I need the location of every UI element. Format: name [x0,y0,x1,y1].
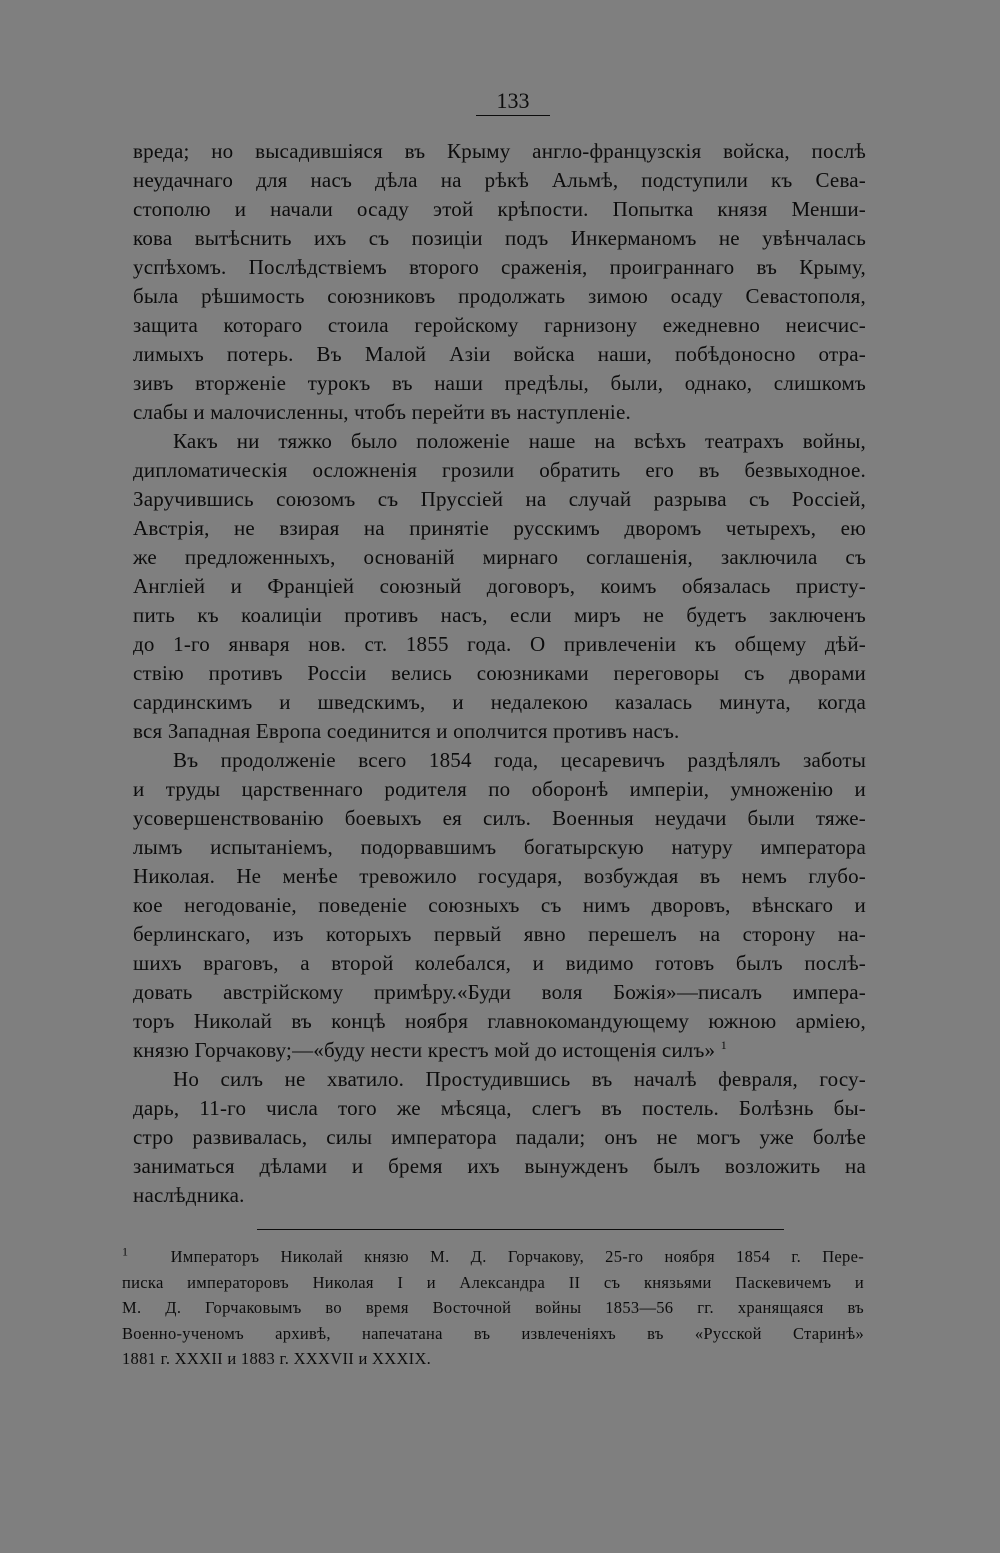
text-line: наслѣдника. [133,1183,245,1207]
text-line: вся Западная Европа соединится и ополчится противъ насъ. [133,719,680,743]
text-line: шихъ враговъ, а второй колебался, и видимо готовъ былъ послѣ- [133,951,866,975]
text-line: неудачнаго для насъ дѣла на рѣкѣ Альмѣ, подступили къ Сева- [133,168,866,192]
text-line: была рѣшимость союзниковъ продолжать зимою осаду Севастополя, [133,284,866,308]
footnote-reference[interactable]: 1 [720,1038,727,1052]
footnote-divider [257,1229,784,1230]
body-text [133,137,866,1210]
text-line: берлинскаго, изъ которыхъ первый явно перешелъ на сторону на- [133,922,866,946]
text-line: защита котораго стоила геройскому гарнизону ежедневно неисчис- [133,313,866,337]
text-line: Въ продолженіе всего 1854 года, цесаревичъ раздѣлялъ заботы [173,748,866,772]
text-line: лимыхъ потерь. Въ Малой Азіи войска наши, побѣдоносно отра- [133,342,866,366]
text-line: дипломатическія осложненія грозили обратить его въ безвыходное. [133,458,866,482]
text-line: пить къ коалиціи противъ насъ, если миръ не будетъ заключенъ [133,603,866,627]
footnote-marker: 1 [122,1244,129,1259]
footnote [122,1244,864,1372]
text-line: кова вытѣснить ихъ съ позиціи подъ Инкерманомъ не увѣнчалась [133,226,866,250]
text-line: Николая. Не менѣе тревожило государя, возбуждая въ немъ глубо- [133,864,866,888]
text-line: усовершенствованію боевыхъ ея силъ. Военныя неудачи были тяже- [133,806,866,830]
text-line: торъ Николай въ концѣ ноября главнокомандующему южною арміею, [133,1009,866,1033]
text-line: успѣхомъ. Послѣдствіемъ второго сраженія, проиграннаго въ Крыму, [133,255,866,279]
text-line: Австрія, не взирая на принятіе русскимъ дворомъ четырехъ, ею [133,516,866,540]
footnote-line: 1881 г. XXXII и 1883 г. XXXVII и XXXIX. [122,1349,432,1368]
text-line: лымъ испытаніемъ, подорвавшимъ богатырскую натуру императора [133,835,866,859]
text-line: и труды царственнаго родителя по оборонѣ имперіи, умноженію и [133,777,866,801]
footnote-line: Военно-ученомъ архивѣ, напечатана въ извлеченіяхъ въ «Русской Старинѣ» [122,1323,864,1343]
footnote-line: М. Д. Горчаковымъ во время Восточной войны 1853—56 гг. хранящаяся въ [122,1298,864,1317]
page-number: 133 [476,88,550,116]
text-line: ствію противъ Россіи велись союзниками переговоры съ дворами [133,661,866,685]
text-line: Заручившись союзомъ съ Пруссіей на случай разрыва съ Россіей, [133,487,866,511]
text-line: вреда; но высадившіяся въ Крыму англо-французскія войска, послѣ [133,139,866,163]
text-line: слабы и малочисленны, чтобъ перейти въ наступленіе. [133,400,631,424]
text-line: кое негодованіе, поведеніе союзныхъ съ нимъ дворовъ, вѣнскаго и [133,893,866,917]
text-line: стро развивалась, силы императора падали; онъ не могъ уже болѣе [133,1125,866,1149]
text-line: Какъ ни тяжко было положеніе наше на всѣхъ театрахъ войны, [173,429,866,453]
text-line: сардинскимъ и шведскимъ, и недалекою казалась минута, когда [133,690,866,714]
footnote-line: писка императоровъ Николая I и Александра II съ князьями Паскевичемъ и [122,1272,864,1292]
footnote-line-content: Императоръ Николай князю М. Д. Горчакову, 25-го ноября 1854 г. Пере- [170,1247,864,1266]
text-line: Англіей и Франціей союзный договоръ, коимъ обязалась присту- [133,574,866,598]
text-line: Но силъ не хватило. Простудившись въ началѣ февраля, госу- [173,1067,866,1091]
text-line [133,1036,866,1065]
text-line: зивъ вторженіе турокъ въ наши предѣлы, были, однако, слишкомъ [133,371,866,395]
text-line: стополю и начали осаду этой крѣпости. Попытка князя Менши- [133,197,866,221]
text-line: дарь, 11-го числа того же мѣсяца, слегъ въ постель. Болѣзнь бы- [133,1096,866,1120]
text-line: до 1-го января нов. ст. 1855 года. О привлеченіи къ общему дѣй- [133,632,866,656]
text-line: же предложенныхъ, основаній мирнаго соглашенія, заключила съ [133,545,866,569]
text-line-content: князю Горчакову;—«буду нести крестъ мой до истощенія силъ» [133,1038,716,1062]
text-line: довать австрійскому примѣру.«Буди воля Божія»—писалъ импера- [133,980,866,1004]
footnote-line [122,1244,864,1270]
text-line: заниматься дѣлами и бремя ихъ вынужденъ былъ возложить на [133,1154,866,1178]
